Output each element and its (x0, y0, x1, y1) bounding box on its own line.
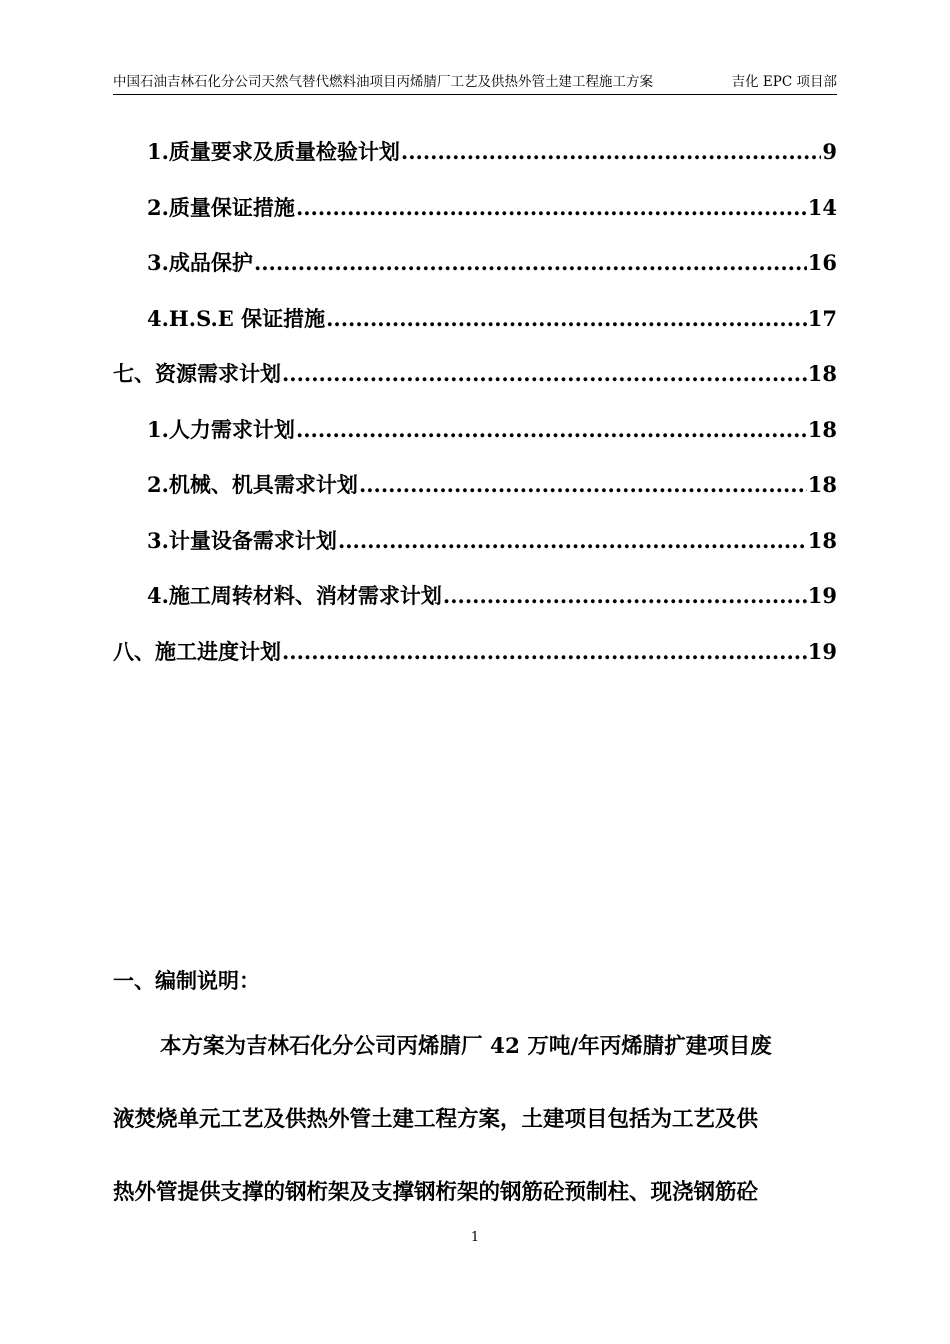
toc-entry-label: 1.质量要求及质量检验计划 (147, 139, 400, 164)
toc-entry-page: 16 (807, 250, 837, 275)
toc-leader-dots (359, 471, 807, 499)
header-divider (113, 94, 837, 95)
toc-leader-dots (443, 582, 807, 610)
toc-entry-page: 9 (822, 139, 837, 164)
toc-entry-label: 4.施工周转材料、消材需求计划 (147, 583, 442, 608)
toc-entry-page: 18 (807, 528, 837, 553)
toc-leader-dots (254, 249, 807, 277)
body-text-line: 本方案为吉林石化分公司丙烯腈厂 42 万吨/年丙烯腈扩建项目废 (160, 1034, 772, 1059)
toc-entry-label: 八、施工进度计划 (113, 639, 281, 664)
body-text-line: 热外管提供支撑的钢桁架及支撑钢桁架的钢筋砼预制柱、现浇钢筋砼 (113, 1180, 759, 1205)
toc-entry[interactable] (113, 358, 837, 388)
toc-entry-label: 七、资源需求计划 (113, 361, 281, 386)
toc-entry[interactable] (147, 525, 837, 555)
toc-entry-page: 18 (807, 417, 837, 442)
toc-entry[interactable] (147, 469, 837, 499)
toc-leader-dots (282, 360, 807, 388)
toc-entry-page: 18 (807, 472, 837, 497)
toc-entry[interactable] (147, 192, 837, 222)
toc-entry[interactable] (147, 303, 837, 333)
header-department: 吉化 EPC 项目部 (731, 74, 837, 90)
toc-entry-label: 3.成品保护 (147, 250, 253, 275)
toc-leader-dots (401, 138, 821, 166)
toc-entry-page: 19 (807, 583, 837, 608)
toc-entry-label: 3.计量设备需求计划 (147, 528, 337, 553)
toc-entry-label: 2.机械、机具需求计划 (147, 472, 358, 497)
toc-entry[interactable] (147, 136, 837, 166)
toc-leader-dots (282, 638, 807, 666)
toc-entry[interactable] (147, 247, 837, 277)
toc-entry-label: 2.质量保证措施 (147, 195, 295, 220)
toc-leader-dots (296, 416, 807, 444)
toc-entry-label: 4.H.S.E 保证措施 (147, 306, 326, 331)
toc-entry[interactable] (113, 636, 837, 666)
toc-leader-dots (296, 194, 807, 222)
toc-entry[interactable] (147, 580, 837, 610)
toc-entry-page: 14 (807, 195, 837, 220)
toc-leader-dots (338, 527, 807, 555)
toc-leader-dots (326, 305, 807, 333)
section-heading: 一、编制说明： (113, 968, 260, 993)
page-header (113, 70, 837, 92)
toc-entry-page: 19 (807, 639, 837, 664)
toc-entry-page: 18 (807, 361, 837, 386)
body-text-line: 液焚烧单元工艺及供热外管土建工程方案，土建项目包括为工艺及供 (113, 1107, 759, 1132)
toc-entry-label: 1.人力需求计划 (147, 417, 295, 442)
page-number: 1 (470, 1230, 480, 1245)
toc-entry[interactable] (147, 414, 837, 444)
toc-entry-page: 17 (807, 306, 837, 331)
header-document-title: 中国石油吉林石化分公司天然气替代燃料油项目丙烯腈厂工艺及供热外管土建工程施工方案 (113, 74, 653, 90)
